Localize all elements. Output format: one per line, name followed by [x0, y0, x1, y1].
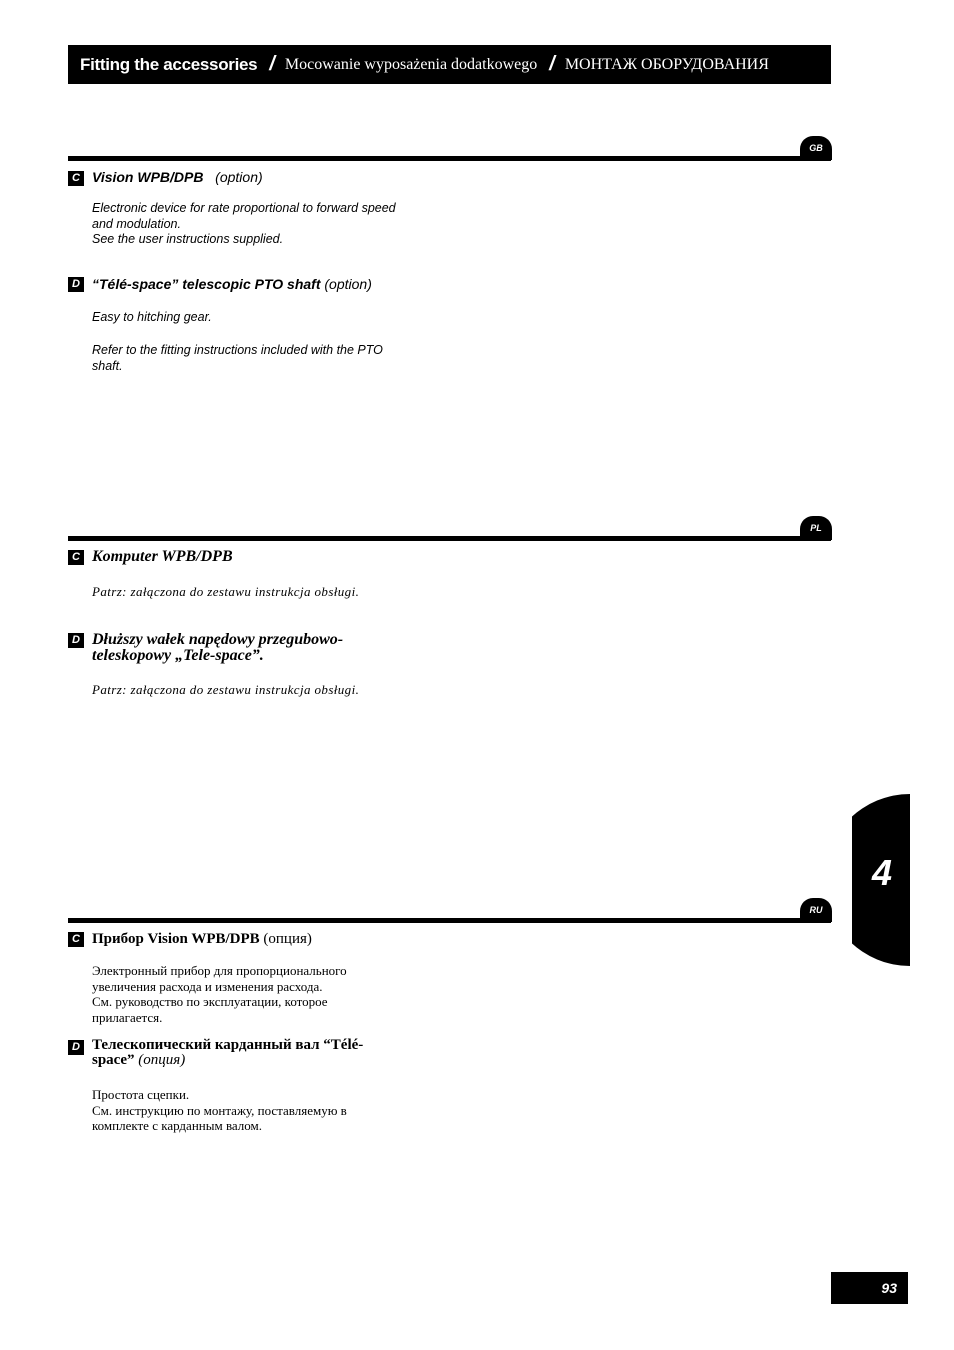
pl-item-d-body: Patrz: załączona do zestawu instrukcja obsługi.: [92, 682, 360, 697]
pl-item-d-title: [92, 632, 343, 664]
gb-item-d-heading: [92, 276, 372, 292]
page-header: [68, 45, 831, 84]
chapter-number: 4: [872, 852, 893, 893]
text-line: teleskopowy „Tele-space”.: [92, 647, 264, 664]
text-line: комплекте с карданным валом.: [92, 1118, 263, 1133]
item-marker-c: C: [68, 932, 84, 947]
text-line: shaft.: [92, 358, 123, 373]
gb-item-d-body-2: [92, 343, 432, 374]
language-tab-ru: RU: [800, 898, 832, 922]
ru-item-d-title-line1: Телескопический карданный вал “Télé-: [92, 1037, 364, 1053]
language-tab-pl: PL: [800, 516, 832, 540]
gb-item-d-body-1: Easy to hitching gear.: [92, 310, 212, 324]
item-marker-c: C: [68, 171, 84, 186]
header-title-en: Fitting the accessories: [80, 54, 258, 74]
text-line: Простота сцепки.: [92, 1087, 190, 1102]
text-line: Electronic device for rate proportional to forward speed: [92, 201, 396, 215]
text-line: См. инструкцию по монтажу, поставляемую в: [92, 1102, 347, 1118]
gb-item-c-option: (option): [215, 169, 263, 185]
section-divider-ru: [68, 918, 831, 923]
ru-item-c-title: Прибор Vision WPB/DPB: [92, 931, 260, 947]
ru-item-d-title-line2: space”: [92, 1052, 135, 1068]
gb-item-c-body: [92, 201, 432, 248]
text-line: and modulation.: [92, 216, 181, 231]
ru-item-d-body: [92, 1087, 432, 1134]
text-line: Электронный прибор для пропорционального: [92, 963, 347, 978]
ru-item-d-heading: [92, 1038, 363, 1068]
pl-item-c-body: Patrz: załączona do zestawu instrukcja obsługi.: [92, 584, 360, 599]
gb-item-d-title: “Télé-space” telescopic PTO shaft: [92, 276, 321, 292]
gb-item-d-option: (option): [324, 276, 372, 292]
section-divider-gb: [68, 156, 831, 161]
item-marker-c: C: [68, 550, 84, 565]
gb-item-c-heading: [92, 169, 263, 185]
page-number: 93: [831, 1272, 908, 1304]
item-marker-d: D: [68, 633, 84, 648]
ru-item-c-heading: [92, 932, 312, 947]
section-divider-pl: [68, 536, 831, 541]
gb-item-c-title: Vision WPB/DPB: [92, 169, 204, 185]
ru-item-d-option: (опция): [138, 1052, 186, 1068]
item-marker-d: D: [68, 277, 84, 292]
text-line: увеличения расхода и изменения расхода.: [92, 978, 323, 994]
text-line: Dłuższy wałek napędowy przegubowo-: [92, 631, 344, 648]
header-title-ru: МОНТАЖ ОБОРУДОВАНИЯ: [564, 55, 769, 73]
header-separator: /: [549, 53, 555, 75]
text-line: See the user instructions supplied.: [92, 232, 284, 246]
item-marker-d: D: [68, 1040, 84, 1055]
pl-item-c-title: Komputer WPB/DPB: [92, 548, 233, 565]
text-line: прилагается.: [92, 1009, 163, 1025]
ru-item-c-option: (опция): [263, 931, 312, 947]
header-title-pl: Mocowanie wyposażenia dodatkowego: [284, 55, 538, 73]
ru-item-c-body: [92, 963, 432, 1025]
header-separator: /: [269, 53, 275, 75]
text-line: Refer to the fitting instructions included with the PTO: [92, 343, 383, 357]
language-tab-gb: GB: [800, 136, 832, 160]
text-line: См. руководство по эксплуатации, которое: [92, 994, 328, 1009]
chapter-tab: [852, 794, 954, 966]
